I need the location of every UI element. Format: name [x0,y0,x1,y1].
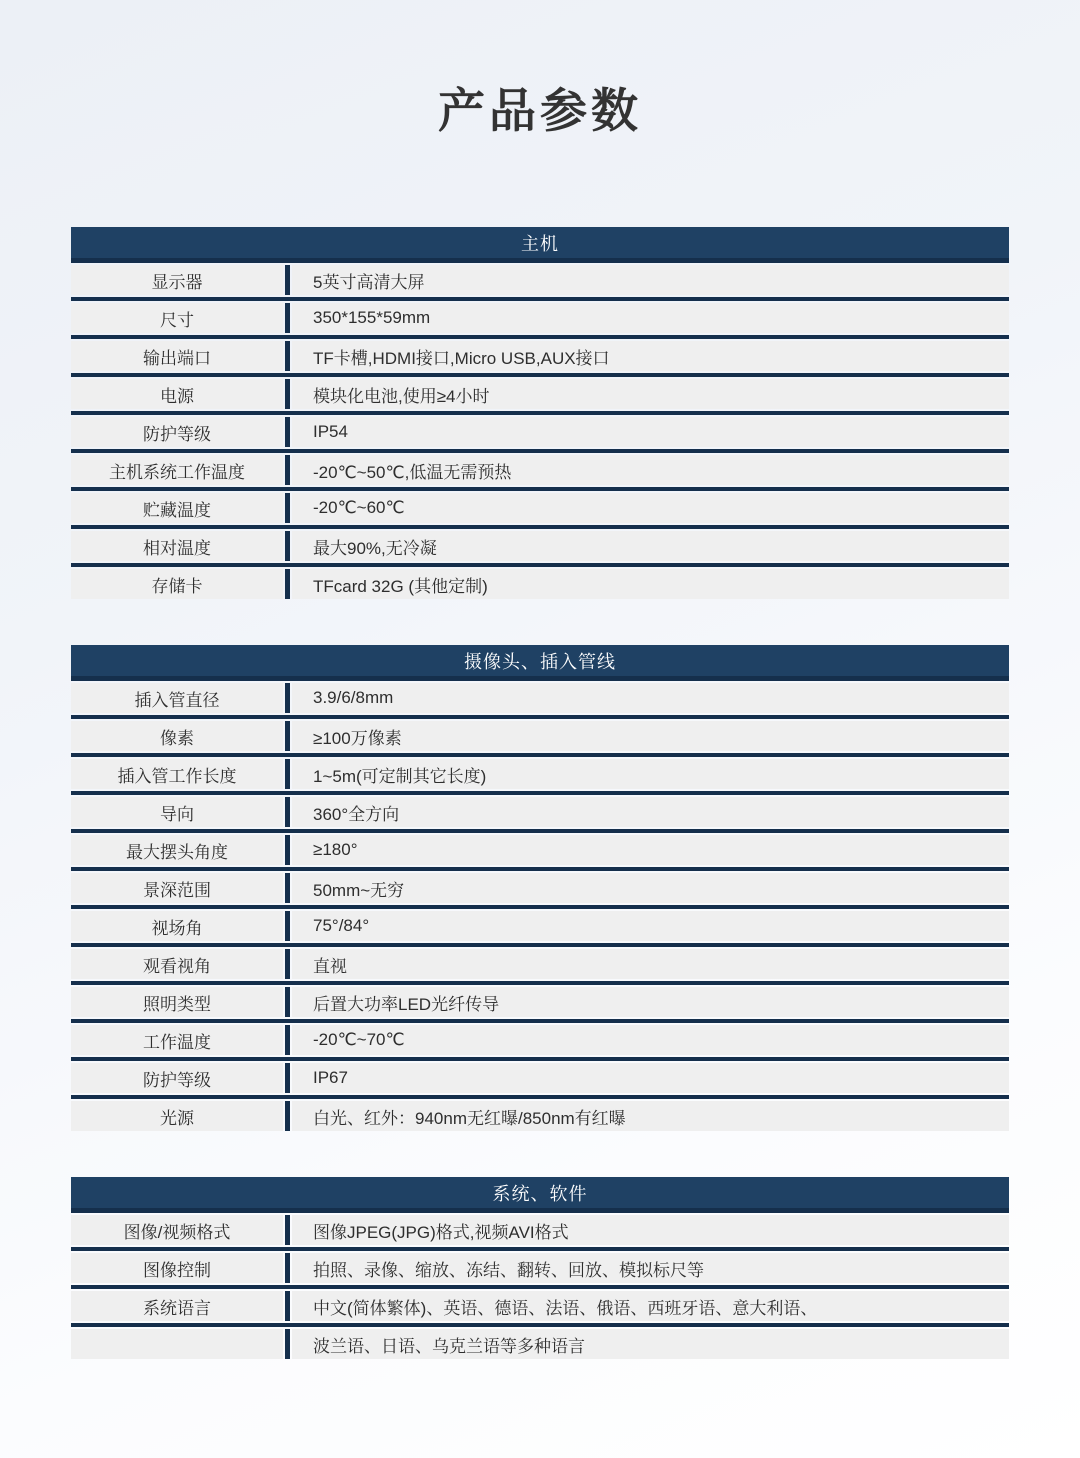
spec-table-system-software [71,1177,1009,1359]
column-divider [285,379,290,409]
spec-value: TFcard 32G (其他定制) [292,569,1009,599]
row-separator [71,1323,1009,1327]
spec-row [71,379,1009,409]
spec-label: 电源 [71,379,283,409]
row-separator [71,563,1009,567]
spec-value: IP67 [292,1063,1009,1093]
spec-label: 插入管工作长度 [71,759,283,789]
row-separator [71,905,1009,909]
column-divider [285,569,290,599]
spec-row [71,1291,1009,1321]
spec-label: 相对温度 [71,531,283,561]
spec-label: 观看视角 [71,949,283,979]
row-separator [71,1247,1009,1251]
row-separator [71,1019,1009,1023]
column-divider [285,873,290,903]
spec-row [71,531,1009,561]
table-header-system-software: 系统、软件 [71,1177,1009,1213]
table-header-host: 主机 [71,227,1009,263]
column-divider [285,531,290,561]
spec-row [71,1215,1009,1245]
column-divider [285,1253,290,1283]
row-separator [71,411,1009,415]
spec-label: 工作温度 [71,1025,283,1055]
spec-row [71,1329,1009,1359]
spec-label: 显示器 [71,265,283,295]
spec-label: 防护等级 [71,1063,283,1093]
spec-value: 后置大功率LED光纤传导 [292,987,1009,1017]
spec-value: 中文(简体繁体)、英语、德语、法语、俄语、西班牙语、意大利语、 [292,1291,1009,1321]
spec-row [71,797,1009,827]
spec-label: 光源 [71,1101,283,1131]
spec-row [71,417,1009,447]
row-separator [71,1285,1009,1289]
spec-value: 350*155*59mm [292,303,1009,333]
spec-value: 5英寸高清大屏 [292,265,1009,295]
row-separator [71,373,1009,377]
spec-value: ≥100万像素 [292,721,1009,751]
spec-label: 导向 [71,797,283,827]
spec-label: 视场角 [71,911,283,941]
spec-row [71,721,1009,751]
spec-row [71,1253,1009,1283]
column-divider [285,911,290,941]
row-separator [71,753,1009,757]
spec-row [71,455,1009,485]
spec-label: 景深范围 [71,873,283,903]
table-header-camera-tube: 摄像头、插入管线 [71,645,1009,681]
spec-row [71,987,1009,1017]
spec-table-camera-tube [71,645,1009,1131]
spec-value: 图像JPEG(JPG)格式,视频AVI格式 [292,1215,1009,1245]
spec-label: 照明类型 [71,987,283,1017]
column-divider [285,303,290,333]
row-separator [71,981,1009,985]
spec-row [71,1025,1009,1055]
row-separator [71,487,1009,491]
row-separator [71,867,1009,871]
column-divider [285,759,290,789]
column-divider [285,721,290,751]
row-separator [71,715,1009,719]
spec-row [71,569,1009,599]
spec-value: -20℃~50℃,低温无需预热 [292,455,1009,485]
spec-value: -20℃~60℃ [292,493,1009,523]
column-divider [285,1063,290,1093]
spec-label: 像素 [71,721,283,751]
spec-label: 图像控制 [71,1253,283,1283]
column-divider [285,1291,290,1321]
spec-value: TF卡槽,HDMI接口,Micro USB,AUX接口 [292,341,1009,371]
spec-value: 白光、红外：940nm无红曝/850nm有红曝 [292,1101,1009,1131]
column-divider [285,1025,290,1055]
column-divider [285,987,290,1017]
row-separator [71,525,1009,529]
table-body-host [71,265,1009,599]
spec-row [71,1063,1009,1093]
column-divider [285,265,290,295]
spec-label: 系统语言 [71,1291,283,1321]
spec-value: 最大90%,无冷凝 [292,531,1009,561]
spec-label: 主机系统工作温度 [71,455,283,485]
spec-value: -20℃~70℃ [292,1025,1009,1055]
row-separator [71,335,1009,339]
row-separator [71,449,1009,453]
row-separator [71,829,1009,833]
spec-table-host [71,227,1009,599]
spec-label: 最大摆头角度 [71,835,283,865]
spec-value: 50mm~无穷 [292,873,1009,903]
spec-row [71,1101,1009,1131]
column-divider [285,949,290,979]
spec-row [71,493,1009,523]
spec-row [71,303,1009,333]
spec-row [71,873,1009,903]
column-divider [285,797,290,827]
column-divider [285,455,290,485]
row-separator [71,1095,1009,1099]
spec-tables-container [71,227,1009,1359]
spec-value: 75°/84° [292,911,1009,941]
row-separator [71,943,1009,947]
spec-label: 图像/视频格式 [71,1215,283,1245]
column-divider [285,683,290,713]
spec-value: 1~5m(可定制其它长度) [292,759,1009,789]
spec-label: 存储卡 [71,569,283,599]
spec-label [71,1329,283,1359]
spec-value: 360°全方向 [292,797,1009,827]
column-divider [285,835,290,865]
row-separator [71,1057,1009,1061]
spec-row [71,341,1009,371]
row-separator [71,791,1009,795]
column-divider [285,417,290,447]
spec-row [71,911,1009,941]
spec-value: 拍照、录像、缩放、冻结、翻转、回放、模拟标尺等 [292,1253,1009,1283]
spec-row [71,265,1009,295]
table-body-camera-tube [71,683,1009,1131]
spec-value: 3.9/6/8mm [292,683,1009,713]
spec-row [71,683,1009,713]
spec-label: 输出端口 [71,341,283,371]
spec-value: 模块化电池,使用≥4小时 [292,379,1009,409]
column-divider [285,493,290,523]
spec-label: 尺寸 [71,303,283,333]
spec-value: ≥180° [292,835,1009,865]
column-divider [285,1329,290,1359]
row-separator [71,297,1009,301]
spec-value: IP54 [292,417,1009,447]
spec-value: 直视 [292,949,1009,979]
table-body-system-software [71,1215,1009,1359]
spec-label: 插入管直径 [71,683,283,713]
spec-row [71,835,1009,865]
spec-value: 波兰语、日语、乌克兰语等多种语言 [292,1329,1009,1359]
column-divider [285,341,290,371]
page-title: 产品参数 [438,84,642,137]
spec-row [71,949,1009,979]
spec-label: 防护等级 [71,417,283,447]
column-divider [285,1215,290,1245]
spec-row [71,759,1009,789]
spec-label: 贮藏温度 [71,493,283,523]
column-divider [285,1101,290,1131]
